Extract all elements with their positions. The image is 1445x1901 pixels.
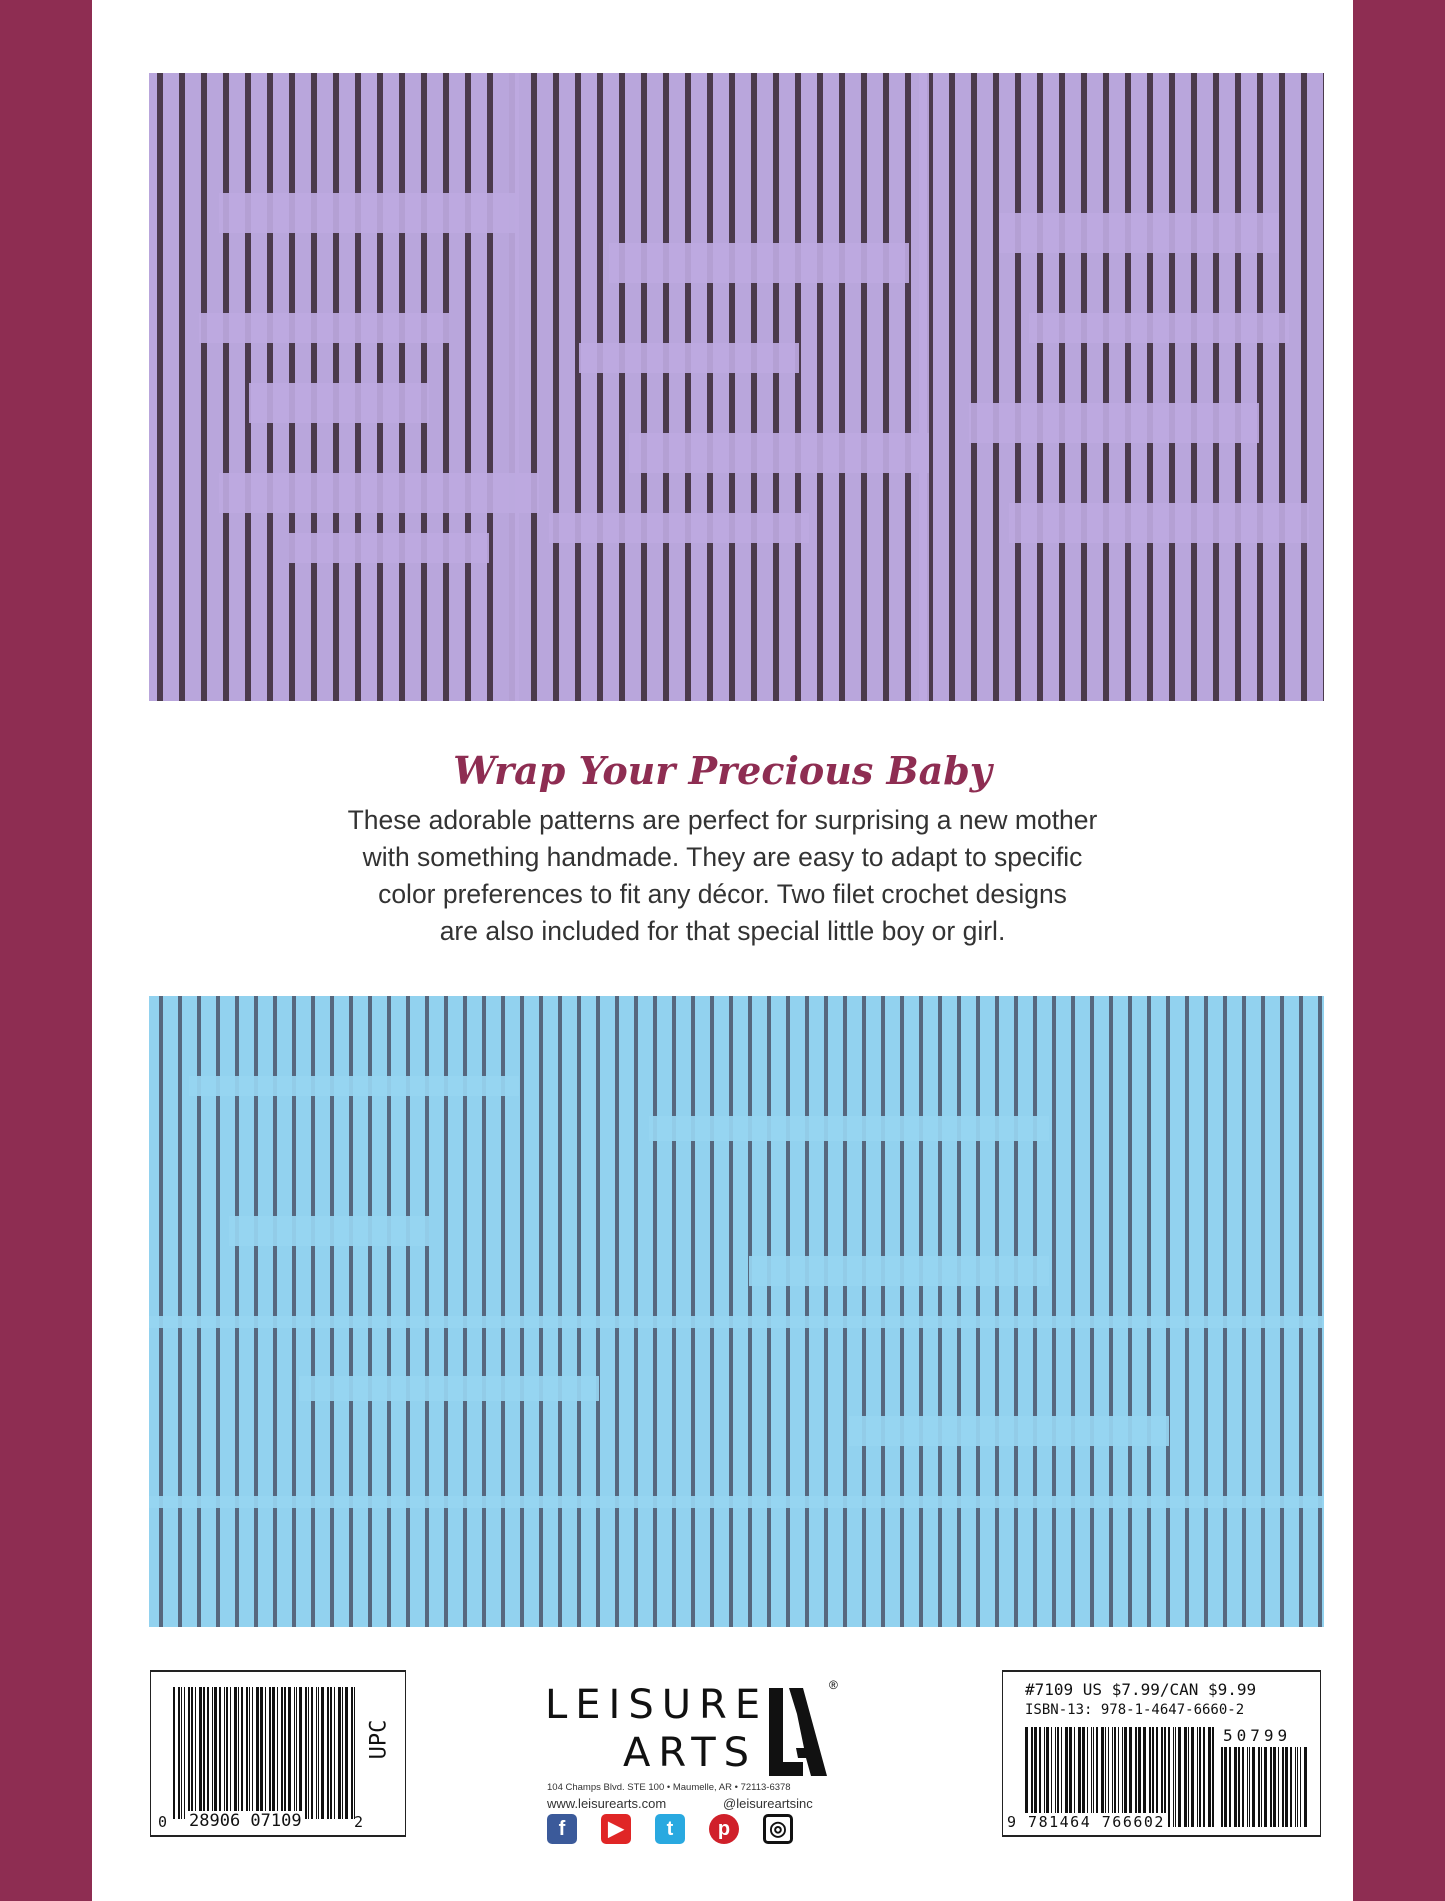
filet-motif [149, 1496, 1324, 1508]
filet-motif [629, 433, 929, 473]
barcode-bar [252, 1687, 253, 1819]
barcode-bar [1129, 1727, 1132, 1827]
barcode-bar [1270, 1747, 1272, 1827]
filet-motif [579, 343, 799, 373]
barcode-bar [224, 1687, 225, 1819]
barcode-bar [1212, 1727, 1214, 1827]
barcode-bar [1034, 1727, 1037, 1827]
barcode-bar [1184, 1727, 1187, 1827]
barcode-bar [1091, 1727, 1092, 1827]
filet-motif [189, 1076, 519, 1096]
barcode-bar [288, 1687, 291, 1819]
barcode-bar [321, 1687, 324, 1819]
ean-barcode [1025, 1727, 1216, 1827]
barcode-bar [246, 1687, 248, 1819]
logo-text: LEISURE [545, 1682, 769, 1728]
barcode-bar [334, 1687, 335, 1819]
barcode-bar [1061, 1727, 1062, 1827]
filet-motif [649, 1116, 1049, 1141]
barcode-bar [1149, 1727, 1151, 1827]
filet-motif [969, 403, 1259, 443]
barcode-bar [1074, 1727, 1075, 1827]
barcode-bar [1124, 1727, 1127, 1827]
barcode-bar [195, 1687, 196, 1819]
barcode-bar [277, 1687, 278, 1819]
barcode-bar [1282, 1747, 1284, 1827]
filet-motif [749, 1256, 1049, 1286]
barcode-bar [1096, 1727, 1098, 1827]
purple-filet-blanket-photo [149, 73, 1324, 701]
barcode-bar [269, 1687, 271, 1819]
barcode-bar [203, 1687, 205, 1819]
barcode-bar [294, 1687, 295, 1819]
isbn-text: ISBN-13: 978-1-4647-6660-2 [1025, 1702, 1245, 1718]
barcode-bar [234, 1687, 237, 1819]
pinterest-icon[interactable]: p [709, 1814, 739, 1844]
barcode-bar [308, 1687, 309, 1819]
barcode-bar [1105, 1727, 1106, 1827]
barcode-bar [1197, 1727, 1198, 1827]
barcode-bar [1168, 1727, 1170, 1827]
barcode-bar [296, 1687, 297, 1819]
barcode-bar [327, 1687, 329, 1819]
barcode-bar [1188, 1727, 1189, 1827]
barcode-bar [256, 1687, 259, 1819]
barcode-bar [272, 1687, 275, 1819]
barcode-bar [1224, 1747, 1227, 1827]
upc-label: UPC [366, 1719, 392, 1760]
address: 104 Champs Blvd. STE 100 • Maumelle, AR • 72113-6378 [547, 1782, 791, 1793]
registered-mark: ® [829, 1678, 838, 1692]
barcode-bar [1295, 1747, 1296, 1827]
facebook-icon[interactable]: f [547, 1814, 577, 1844]
barcode-bar [173, 1687, 175, 1819]
barcode-bar [260, 1687, 263, 1819]
upc-digit: 2 [353, 1813, 363, 1831]
barcode-bar [1252, 1747, 1255, 1827]
barcode-bar [1108, 1727, 1109, 1827]
filet-motif [289, 533, 489, 563]
barcode-bar [207, 1687, 209, 1819]
barcode-bar [1122, 1727, 1123, 1827]
barcode-bar [316, 1687, 317, 1819]
barcode-bar [184, 1687, 185, 1819]
barcode-bar [1300, 1747, 1301, 1827]
filet-motif [229, 1216, 429, 1246]
upc-barcode-box [150, 1670, 406, 1837]
ean-digits: 9 781464 766602 [1007, 1813, 1168, 1831]
barcode-bar [1273, 1747, 1276, 1827]
barcode-bar [219, 1687, 221, 1819]
barcode-bar [1065, 1727, 1068, 1827]
upc-digit: 0 [158, 1813, 168, 1831]
barcode-bar [1138, 1727, 1141, 1827]
leisure-arts-logo [545, 1678, 845, 1848]
barcode-bar [1118, 1727, 1119, 1827]
twitter-icon[interactable]: t [655, 1814, 685, 1844]
barcode-bar [1057, 1727, 1059, 1827]
filet-motif [609, 243, 909, 283]
barcode-bar [1234, 1747, 1237, 1827]
barcode-bar [1152, 1727, 1154, 1827]
barcode-bar [1297, 1747, 1298, 1827]
barcode-bar [214, 1687, 217, 1819]
description [240, 802, 1205, 950]
barcode-bar [1221, 1747, 1223, 1827]
website-link[interactable]: www.leisurearts.com [547, 1796, 667, 1811]
filet-motif [249, 383, 429, 423]
barcode-bar [1069, 1727, 1072, 1827]
description-line: These adorable patterns are perfect for surprising a new mother [347, 805, 1098, 835]
barcode-bar [1055, 1727, 1056, 1827]
barcode-bar [1258, 1747, 1260, 1827]
barcode-bar [1290, 1747, 1292, 1827]
barcode-bar [1093, 1727, 1094, 1827]
youtube-icon[interactable]: ▶ [601, 1814, 631, 1844]
description-line: are also included for that special little boy or girl. [439, 916, 1006, 946]
barcode-bar [1238, 1747, 1240, 1827]
isbn-barcode-box [1002, 1670, 1321, 1837]
barcode-bar [1101, 1727, 1104, 1827]
barcode-bar [1039, 1727, 1041, 1827]
upc-barcode [173, 1687, 357, 1819]
barcode-bar [318, 1687, 319, 1819]
barcode-bar [1082, 1727, 1085, 1827]
barcode-bar [199, 1687, 202, 1819]
barcode-bar [284, 1687, 286, 1819]
barcode-bar [226, 1687, 228, 1819]
barcode-bar [1249, 1747, 1250, 1827]
barcode-bar [249, 1687, 250, 1819]
left-border-band [0, 0, 92, 1901]
barcode-bar [305, 1687, 307, 1819]
barcode-bar [188, 1687, 190, 1819]
barcode-bar [1242, 1747, 1244, 1827]
barcode-bar [238, 1687, 239, 1819]
barcode-bar [1199, 1727, 1201, 1827]
barcode-bar [1278, 1747, 1279, 1827]
barcode-bar [1031, 1727, 1033, 1827]
barcode-bar [1143, 1727, 1146, 1827]
barcode-bar [354, 1687, 355, 1819]
barcode-bar [1261, 1747, 1262, 1827]
barcode-bar [241, 1687, 243, 1819]
filet-motif [1029, 313, 1289, 343]
section-heading: Wrap Your Precious Baby [453, 748, 992, 793]
barcode-bar [1208, 1727, 1211, 1827]
barcode-bar [1161, 1727, 1163, 1827]
addon-digits: 50799 [1223, 1726, 1292, 1745]
barcode-bar [1046, 1727, 1049, 1827]
filet-motif [219, 193, 519, 233]
barcode-bar [178, 1687, 180, 1819]
barcode-bar [265, 1687, 266, 1819]
logo-text: ARTS [623, 1730, 758, 1776]
barcode-bar [338, 1687, 341, 1819]
barcode-bar [1304, 1747, 1307, 1827]
barcode-bar [1087, 1727, 1088, 1827]
barcode-bar [299, 1687, 302, 1819]
filet-motif [849, 1416, 1169, 1446]
barcode-bar [1078, 1727, 1081, 1827]
instagram-icon[interactable]: ◎ [763, 1814, 793, 1844]
addon-barcode [1221, 1747, 1308, 1827]
description-line: color preferences to fit any décor. Two filet crochet designs [378, 879, 1067, 909]
barcode-bar [281, 1687, 283, 1819]
barcode-bar [1156, 1727, 1158, 1827]
filet-motif [549, 513, 809, 543]
barcode-bar [351, 1687, 353, 1819]
upc-digits: 28906 07109 [189, 1811, 302, 1831]
filet-motif [509, 73, 519, 701]
barcode-bar [1114, 1727, 1116, 1827]
right-border-band [1353, 0, 1445, 1901]
barcode-bar [212, 1687, 213, 1819]
barcode-bar [1175, 1727, 1176, 1827]
description-line: with something handmade. They are easy to adapt to specific [362, 842, 1083, 872]
barcode-bar [345, 1687, 348, 1819]
barcode-bar [1229, 1747, 1231, 1827]
barcode-bar [1135, 1727, 1137, 1827]
barcode-bar [181, 1687, 182, 1819]
barcode-bar [1051, 1727, 1052, 1827]
barcode-bar [1264, 1747, 1267, 1827]
barcode-bar [330, 1687, 332, 1819]
barcode-bar [1164, 1727, 1166, 1827]
filet-motif [299, 1376, 599, 1401]
barcode-bar [342, 1687, 343, 1819]
barcode-bar [191, 1687, 193, 1819]
filet-motif [999, 213, 1279, 253]
barcode-bar [1173, 1727, 1174, 1827]
barcode-bar [1285, 1747, 1288, 1827]
barcode-bar [1044, 1727, 1045, 1827]
barcode-bar [1203, 1727, 1205, 1827]
la-monogram-icon [767, 1684, 829, 1780]
barcode-bar [1247, 1747, 1248, 1827]
barcode-bar [1191, 1727, 1194, 1827]
price-text: #7109 US $7.99/CAN $9.99 [1025, 1680, 1257, 1699]
filet-motif [149, 1316, 1324, 1328]
blue-filet-blanket-photo [149, 996, 1324, 1627]
social-handle[interactable]: @leisureartsinc [723, 1796, 813, 1811]
filet-motif [919, 73, 929, 701]
filet-motif [1009, 503, 1309, 543]
barcode-bar [1178, 1727, 1181, 1827]
barcode-bar [1025, 1727, 1028, 1827]
filet-motif [219, 473, 539, 513]
barcode-bar [230, 1687, 231, 1819]
barcode-bar [311, 1687, 313, 1819]
filet-motif [199, 313, 449, 343]
barcode-bar [1112, 1727, 1113, 1827]
